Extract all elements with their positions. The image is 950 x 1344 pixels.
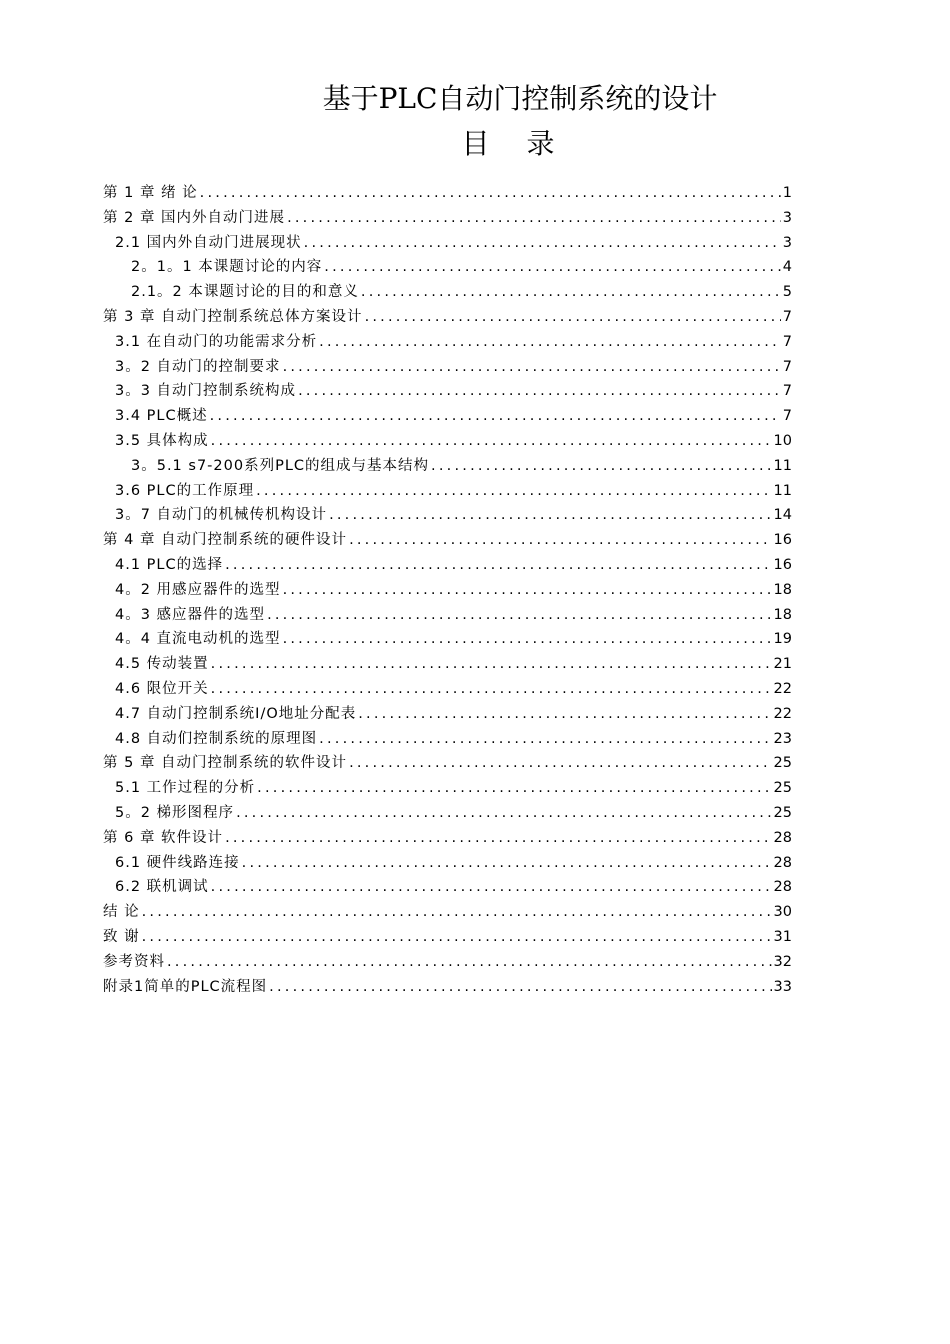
toc-leader-dots <box>267 603 771 628</box>
toc-entry[interactable] <box>103 379 792 404</box>
toc-entry-page: 4 <box>782 259 792 276</box>
toc-entry-label: 4.5 传动装置 <box>115 656 209 673</box>
toc-entry-page: 21 <box>773 656 792 673</box>
toc-entry-label: 4.7 自动门控制系统I/O地址分配表 <box>115 705 357 722</box>
toc-entry-page: 7 <box>782 408 792 425</box>
toc-entry[interactable] <box>103 503 792 528</box>
toc-leader-dots <box>431 454 772 479</box>
toc-entry[interactable] <box>103 280 792 305</box>
toc-entry-page: 25 <box>773 780 792 797</box>
toc-entry-page: 28 <box>773 829 792 846</box>
toc-entry[interactable] <box>103 553 792 578</box>
toc-entry[interactable] <box>103 429 792 454</box>
toc-entry-label: 4。4 直流电动机的选型 <box>115 631 281 648</box>
toc-entry-label: 致 谢 <box>103 928 140 945</box>
toc-entry-page: 18 <box>773 606 792 623</box>
toc-leader-dots <box>210 404 781 429</box>
toc-entry-page: 7 <box>782 358 792 375</box>
toc-entry[interactable] <box>103 355 792 380</box>
toc-entry-page: 16 <box>773 556 792 573</box>
toc-entry[interactable] <box>103 330 792 355</box>
toc-entry-page: 10 <box>773 432 792 449</box>
toc-leader-dots <box>349 528 771 553</box>
toc-leader-dots <box>269 975 771 1000</box>
toc-leader-dots <box>256 479 771 504</box>
toc-leader-dots <box>324 255 780 280</box>
document-title: 基于PLC自动门控制系统的设计 <box>322 81 718 115</box>
toc-entry-page: 11 <box>773 482 792 499</box>
toc-leader-dots <box>225 553 771 578</box>
toc-entry-label: 附录1简单的PLC流程图 <box>103 978 268 995</box>
toc-entry[interactable] <box>103 801 792 826</box>
toc-entry-label: 6.2 联机调试 <box>115 879 209 896</box>
toc-leader-dots <box>142 900 772 925</box>
toc-entry-page: 22 <box>773 705 792 722</box>
toc-entry[interactable] <box>103 528 792 553</box>
toc-entry-page: 30 <box>773 904 792 921</box>
toc-entry-label: 5。2 梯形图程序 <box>115 804 235 821</box>
toc-entry-page: 7 <box>782 308 792 325</box>
toc-entry-label: 3。7 自动门的机械传机构设计 <box>115 507 328 524</box>
toc-entry[interactable] <box>103 900 792 925</box>
toc-entry-page: 32 <box>773 953 792 970</box>
toc-entry-page: 28 <box>773 879 792 896</box>
toc-leader-dots <box>211 875 772 900</box>
toc-leader-dots <box>358 702 771 727</box>
toc-entry-label: 3.1 在自动门的功能需求分析 <box>115 333 318 350</box>
toc-leader-dots <box>329 503 771 528</box>
toc-leader-dots <box>257 776 771 801</box>
toc-entry-label: 第 5 章 自动门控制系统的软件设计 <box>103 755 348 772</box>
toc-entry-label: 3。2 自动门的控制要求 <box>115 358 281 375</box>
toc-entry-page: 5 <box>782 284 792 301</box>
toc-entry[interactable] <box>103 875 792 900</box>
toc-leader-dots <box>211 677 772 702</box>
toc-entry[interactable] <box>103 702 792 727</box>
toc-entry-page: 14 <box>773 507 792 524</box>
toc-entry-page: 25 <box>773 755 792 772</box>
toc-entry-label: 5.1 工作过程的分析 <box>115 780 256 797</box>
toc-entry-page: 22 <box>773 680 792 697</box>
toc-leader-dots <box>319 330 781 355</box>
toc-entry-label: 3。3 自动门控制系统构成 <box>115 383 297 400</box>
toc-entry[interactable] <box>103 627 792 652</box>
toc-entry-page: 16 <box>773 532 792 549</box>
toc-entry-label: 4.1 PLC的选择 <box>115 556 224 573</box>
toc-entry-label: 4。3 感应器件的选型 <box>115 606 266 623</box>
toc-entry-page: 31 <box>773 928 792 945</box>
toc-entry-label: 第 4 章 自动门控制系统的硬件设计 <box>103 532 348 549</box>
toc-entry-page: 3 <box>782 209 792 226</box>
toc-entry[interactable] <box>103 776 792 801</box>
toc-entry-label: 3.4 PLC概述 <box>115 408 208 425</box>
toc-entry[interactable] <box>103 727 792 752</box>
toc-entry-page: 23 <box>773 730 792 747</box>
toc-entry-page: 1 <box>782 185 792 201</box>
toc-entry[interactable] <box>103 404 792 429</box>
toc-leader-dots <box>142 925 772 950</box>
toc-leader-dots <box>319 727 771 752</box>
toc-entry-label: 第 6 章 软件设计 <box>103 829 224 846</box>
toc-entry-page: 3 <box>782 234 792 251</box>
toc-entry[interactable] <box>103 950 792 975</box>
toc-entry-page: 33 <box>773 978 792 995</box>
toc-heading: 目 录 <box>461 127 569 160</box>
toc-entry-label: 6.1 硬件线路连接 <box>115 854 240 871</box>
toc-leader-dots <box>287 206 781 231</box>
toc-entry[interactable] <box>103 305 792 330</box>
toc-entry-label: 结 论 <box>103 904 140 921</box>
toc-leader-dots <box>283 355 781 380</box>
toc-entry[interactable] <box>103 975 792 1000</box>
toc-entry-label: 3。5.1 s7-200系列PLC的组成与基本结构 <box>131 457 430 474</box>
toc-leader-dots <box>283 627 772 652</box>
toc-entry[interactable] <box>103 206 792 231</box>
toc-entry[interactable] <box>103 454 792 479</box>
toc-leader-dots <box>298 379 781 404</box>
toc-entry-page: 28 <box>773 854 792 871</box>
toc-entry[interactable] <box>103 479 792 504</box>
toc-entry[interactable] <box>103 255 792 280</box>
toc-entry[interactable] <box>103 751 792 776</box>
toc-entry-page: 19 <box>773 631 792 648</box>
toc-leader-dots <box>200 181 781 206</box>
toc-leader-dots <box>236 801 771 826</box>
toc-entry[interactable] <box>103 578 792 603</box>
toc-entry-page: 7 <box>782 383 792 400</box>
toc-leader-dots <box>304 231 781 256</box>
toc-entry-page: 11 <box>773 457 792 474</box>
toc-leader-dots <box>211 652 772 677</box>
toc-entry-page: 25 <box>773 804 792 821</box>
toc-leader-dots <box>225 826 771 851</box>
toc-entry[interactable] <box>103 677 792 702</box>
toc-entry-label: 参考资料 <box>103 953 165 970</box>
toc-entry-label: 4.6 限位开关 <box>115 680 209 697</box>
toc-entry[interactable] <box>103 603 792 628</box>
toc-leader-dots <box>361 280 781 305</box>
toc-entry-label: 第 3 章 自动门控制系统总体方案设计 <box>103 308 363 325</box>
toc-entry[interactable] <box>103 652 792 677</box>
toc-entry[interactable] <box>103 925 792 950</box>
toc-entry-label: 第 2 章 国内外自动门进展 <box>103 209 286 226</box>
toc-entry-label: 3.6 PLC的工作原理 <box>115 482 255 499</box>
toc-leader-dots <box>283 578 772 603</box>
table-of-contents <box>103 181 792 999</box>
toc-entry-label: 第 1 章 绪 论 <box>103 185 198 201</box>
toc-entry[interactable] <box>103 851 792 876</box>
toc-entry-page: 7 <box>782 333 792 350</box>
toc-entry-label: 2.1。2 本课题讨论的目的和意义 <box>131 284 359 301</box>
toc-entry[interactable] <box>103 181 792 206</box>
toc-entry-label: 4.8 自动们控制系统的原理图 <box>115 730 318 747</box>
toc-entry[interactable] <box>103 826 792 851</box>
toc-entry[interactable] <box>103 231 792 256</box>
toc-leader-dots <box>242 851 772 876</box>
toc-entry-label: 4。2 用感应器件的选型 <box>115 581 281 598</box>
toc-entry-label: 2。1。1 本课题讨论的内容 <box>131 259 323 276</box>
toc-leader-dots <box>167 950 772 975</box>
toc-entry-label: 2.1 国内外自动门进展现状 <box>115 234 302 251</box>
toc-leader-dots <box>365 305 781 330</box>
toc-leader-dots <box>349 751 771 776</box>
toc-entry-page: 18 <box>773 581 792 598</box>
toc-leader-dots <box>211 429 772 454</box>
toc-entry-label: 3.5 具体构成 <box>115 432 209 449</box>
